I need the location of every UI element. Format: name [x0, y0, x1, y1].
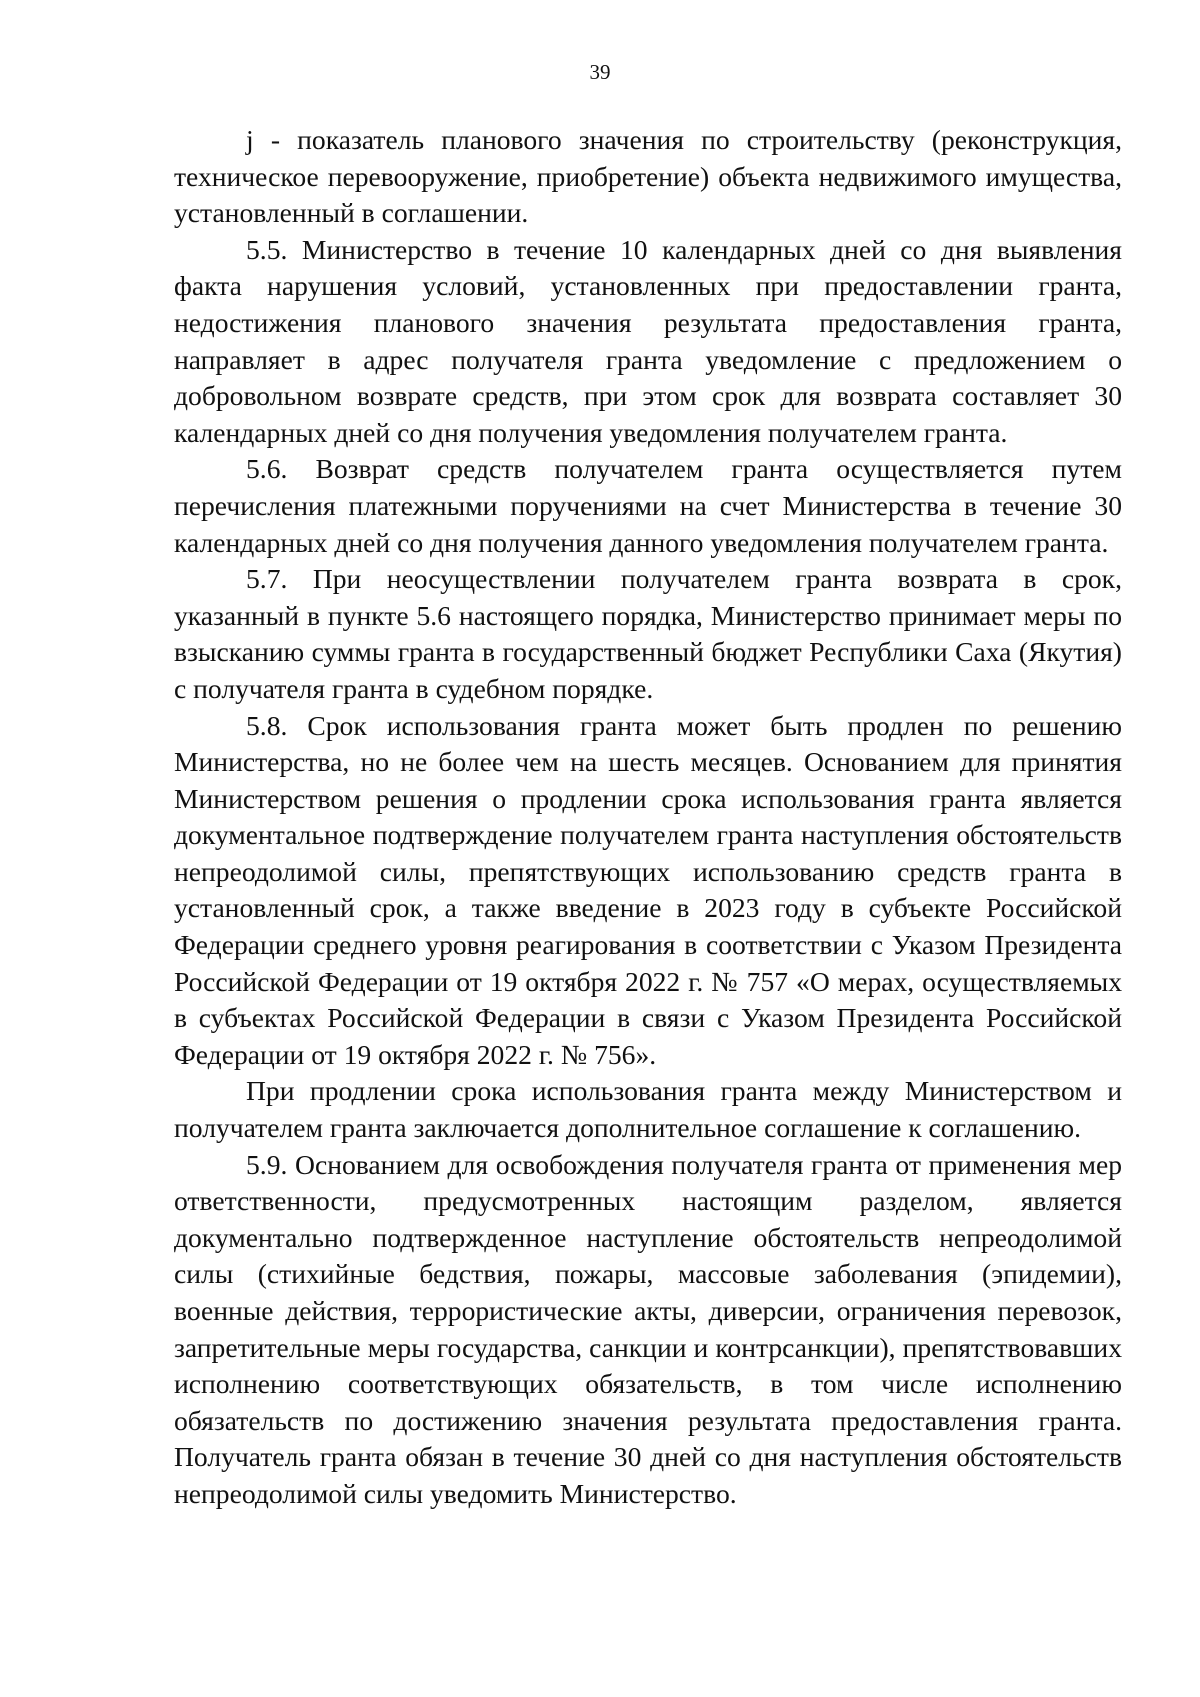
- page-number: 39: [589, 60, 611, 84]
- paragraph-5-9: 5.9. Основанием для освобождения получателя гранта от применения мер ответственности, предусмотренных настоящим разделом, является документально подтвержденное наступление обстоятельств непреодолимой силы (стихийные бедствия, пожары, массовые заболевания (эпидемии), военные действия, террористические акты, диверсии, ограничения перевозок, запретительные меры государства, санкции и контрсанкции), препятствовавших исполнению соответствующих обязательств, в том числе исполнению обязательств по достижению значения результата предоставления гранта. Получатель гранта обязан в течение 30 дней со дня наступления обстоятельств непреодолимой силы уведомить Министерство.: [174, 1148, 1122, 1509]
- paragraph-indicator-j: j - показатель планового значения по строительству (реконструкция, техническое перевооружение, приобретение) объекта недвижимого имущества, установленный в соглашении.: [174, 124, 1122, 229]
- paragraph-5-5: 5.5. Министерство в течение 10 календарных дней со дня выявления факта нарушения условий, установленных при предоставлении гранта, недостижения планового значения результата предоставления гранта, направляет в адрес получателя гранта уведомление с предложением о добровольном возврате средств, при этом срок для возврата составляет 30 календарных дней со дня получения уведомления получателем гранта.: [174, 233, 1122, 448]
- paragraph-5-8: 5.8. Срок использования гранта может быть продлен по решению Министерства, но не более чем на шесть месяцев. Основанием для принятия Министерством решения о продлении срока использования гранта является документальное подтверждение получателем гранта наступления обстоятельств непреодолимой силы, препятствующих использованию средств гранта в установленный срок, а также введение в 2023 году в субъекте Российской Федерации среднего уровня реагирования в соответствии с Указом Президента Российской Федерации от 19 октября 2022 г. № 757 «О мерах, осуществляемых в субъектах Российской Федерации в связи с Указом Президента Российской Федерации от 19 октября 2022 г. № 756».: [174, 709, 1122, 1070]
- paragraph-5-7: 5.7. При неосуществлении получателем гранта возврата в срок, указанный в пункте 5.6 настоящего порядка, Министерство принимает меры по взысканию суммы гранта в государственный бюджет Республики Саха (Якутия) с получателя гранта в судебном порядке.: [174, 563, 1122, 704]
- paragraph-5-8-extension: При продлении срока использования гранта между Министерством и получателем гранта заключается дополнительное соглашение к соглашению.: [174, 1075, 1122, 1144]
- document-body: [174, 122, 1122, 1513]
- paragraph-5-6: 5.6. Возврат средств получателем гранта осуществляется путем перечисления платежными поручениями на счет Министерства в течение 30 календарных дней со дня получения данного уведомления получателем гранта.: [174, 453, 1122, 558]
